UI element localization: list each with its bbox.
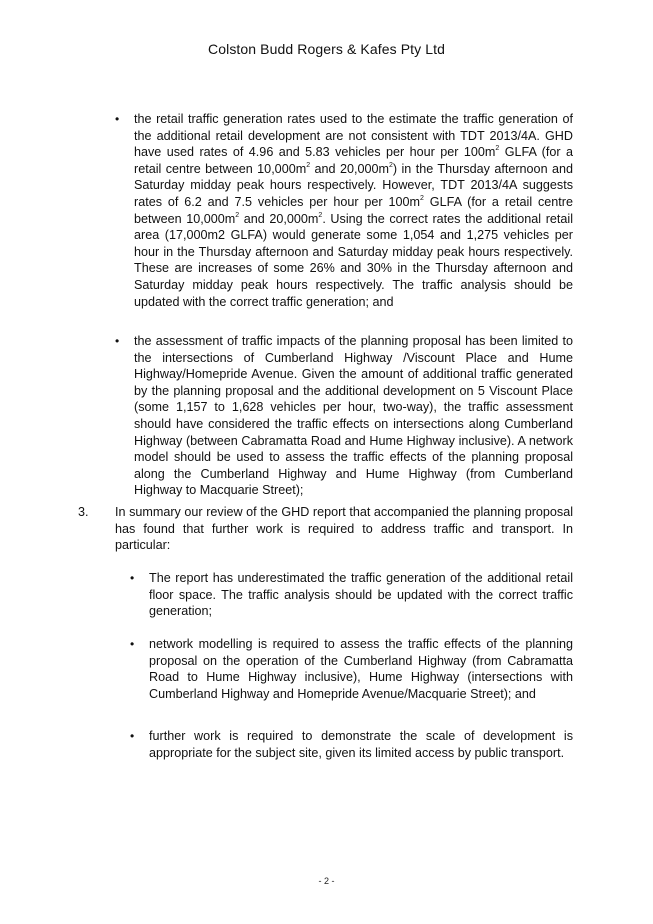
sub-bullet-scale-of-development: further work is required to demonstrate the scale of development is appropriate for the subject site, given its limited access by public transport. bbox=[149, 729, 573, 760]
bullet-marker: • bbox=[130, 729, 135, 743]
bullet-paragraph-traffic-impacts: the assessment of traffic impacts of the planning proposal has been limited to the intersections of Cumberland Highway /Viscount Place and Hume Highway/Homepride Avenue. Given the amount of additional traffic generated by the planning proposal and the additional development on 5 Viscount Place (some 1,157 to 1,628 vehicles per hour, two-way), the traffic assessment should have considered the traffic effects on intersections along Cumberland Highway (between Cabramatta Road and Hume Highway inclusive). A network model should be used to assess the traffic effects of the planning proposal along the Cumberland Highway and Hume Highway (from Cumberland Highway to Macquarie Street); bbox=[134, 334, 573, 498]
page-header: Colston Budd Rogers & Kafes Pty Ltd bbox=[208, 41, 445, 57]
bullet-marker: • bbox=[130, 637, 135, 651]
bullet-paragraph-retail-rates: the retail traffic generation rates used to the estimate the traffic generation of the additional retail development are not consistent with TDT 2013/4A. GHD have used rates of 4.96 and 5.83 vehicles per hour per $100m^2$ GLFA (for a retail centre between $10,000m^2$ and $20,000m^2$) in the Thursday afternoon and Saturday midday peak hours respectively. However, TDT 2013/4A suggests rates of 6.2 and 7.5 vehicles per hour per $100m^2$ GLFA (for a retail centre between $10,000m^2$ and $20,000m^2$. Using the correct rates the additional retail area (17,000m2 GLFA) would generate some 1,054 and 1,275 vehicles per hour in the Thursday afternoon and Saturday midday peak hours respectively. These are increases of some 26% and 30% in the Thursday afternoon and Saturday midday peak hours respectively. The traffic analysis should be updated with the correct traffic generation; and bbox=[134, 112, 574, 309]
summary-paragraph: In summary our review of the GHD report that accompanied the planning proposal has found that further work is required to address traffic and transport. In particular: bbox=[115, 505, 573, 553]
bullet-marker: • bbox=[130, 571, 135, 585]
bullet-marker: • bbox=[115, 112, 120, 126]
sub-bullet-network-modelling: network modelling is required to assess the traffic effects of the planning proposal on the operation of the Cumberland Highway (from Cabramatta Road to Hume Highway inclusive), Hume Highway (intersections with Cumberland Highway and Homepride Avenue/Macquarie Street); and bbox=[149, 637, 573, 701]
bullet-marker: • bbox=[115, 334, 120, 348]
page-number: - 2 - bbox=[318, 876, 335, 886]
sub-bullet-traffic-generation: The report has underestimated the traffic generation of the additional retail floor space. The traffic analysis should be updated with the correct traffic generation; bbox=[149, 571, 573, 619]
paragraph-number: 3. bbox=[78, 505, 89, 519]
